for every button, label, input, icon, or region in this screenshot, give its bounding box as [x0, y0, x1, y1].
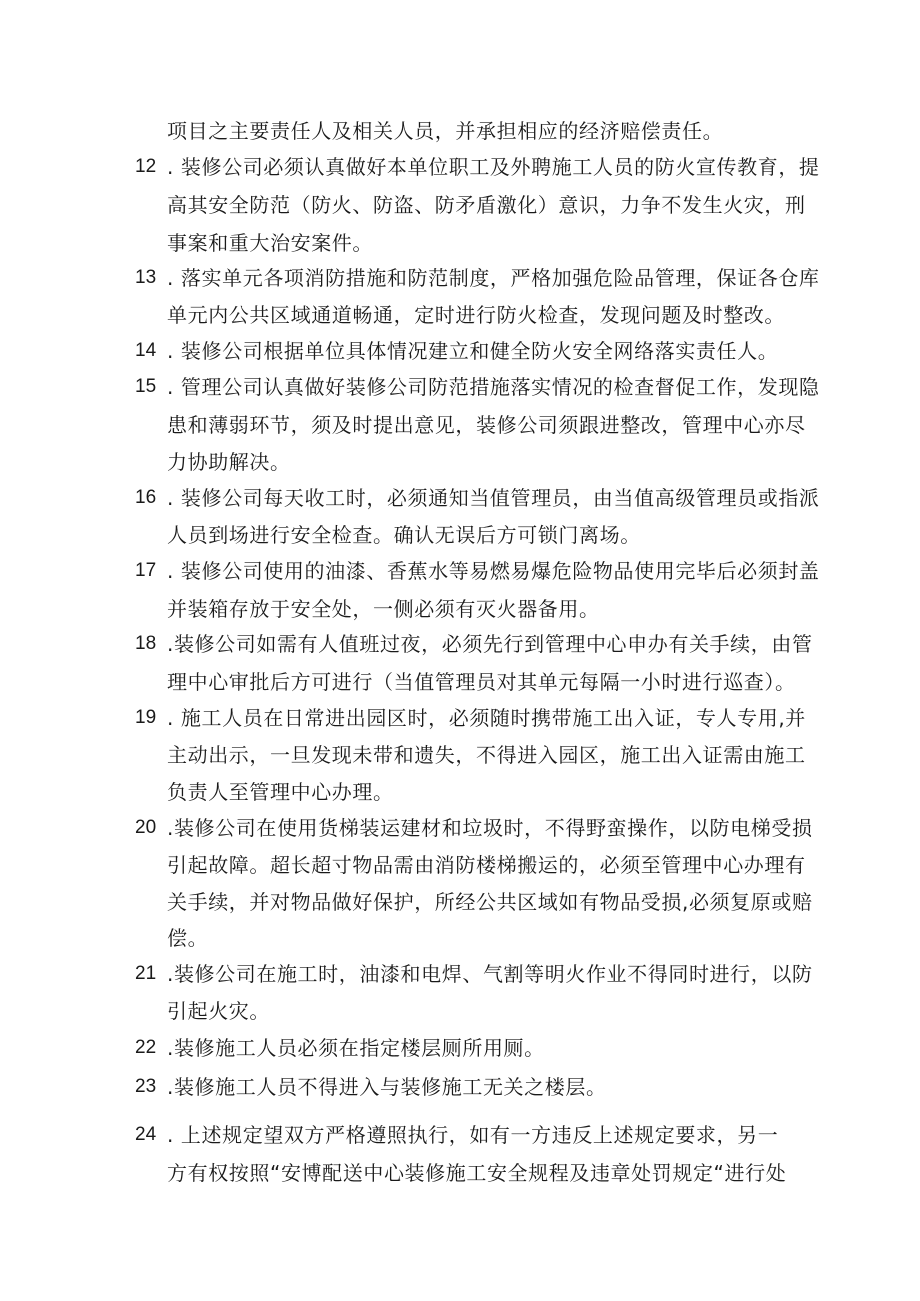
- item-12-line-3: 事案和重大治安案件。: [167, 231, 373, 255]
- item-13-number: 13: [135, 267, 157, 288]
- item-15-number: 15: [135, 376, 157, 397]
- item-22-number: 22: [135, 1037, 157, 1058]
- item-19-line-3: 负责人至管理中心办理。: [167, 780, 394, 804]
- item-20-line-2: 引起故障。超长超寸物品需由消防楼梯搬运的，必须至管理中心办理有: [167, 853, 806, 877]
- item-24-line-1: . 上述规定望双方严格遵照执行，如有一方违反上述规定要求，另一: [167, 1123, 779, 1147]
- item-12-line-2: 高其安全防范（防火、防盗、防矛盾激化）意识，力争不发生火灾，刑: [167, 193, 806, 217]
- item-18-line-1: .装修公司如需有人值班过夜，必须先行到管理中心申办有关手续，由管: [167, 632, 813, 656]
- item-14-line-1: . 装修公司根据单位具体情况建立和健全防火安全网络落实责任人。: [167, 339, 779, 363]
- item-16-line-1: . 装修公司每天收工时，必须通知当值管理员，由当值高级管理员或指派: [167, 486, 820, 510]
- item-22-line-1: .装修施工人员必须在指定楼层厕所用厕。: [167, 1036, 545, 1060]
- item-21-number: 21: [135, 963, 157, 984]
- item-20-number: 20: [135, 817, 157, 838]
- item-19-line-2: 主动出示，一旦发现未带和遗失，不得进入园区，施工出入证需由施工: [167, 743, 806, 767]
- item-15-line-1: . 管理公司认真做好装修公司防范措施落实情况的检查督促工作，发现隐: [167, 375, 820, 399]
- item-17-line-2: 并装箱存放于安全处，一侧必须有灭火器备用。: [167, 597, 600, 621]
- item-24-number: 24: [135, 1124, 157, 1145]
- item-14-number: 14: [135, 340, 157, 361]
- line-0-text: 项目之主要责任人及相关人员，并承担相应的经济赔偿责任。: [167, 119, 724, 143]
- item-20-line-4: 偿。: [167, 926, 209, 950]
- item-13-line-2: 单元内公共区域通道畅通，定时进行防火检查，发现问题及时整改。: [167, 303, 785, 327]
- item-20-line-3: 关手续，并对物品做好保护，所经公共区域如有物品受损,必须复原或赔: [167, 890, 813, 914]
- item-16-line-2: 人员到场进行安全检查。确认无误后方可锁门离场。: [167, 523, 641, 547]
- item-24-line-2: 方有权按照“安博配送中心装修施工安全规程及违章处罚规定“进行处: [167, 1161, 787, 1185]
- item-15-line-2: 患和薄弱环节，须及时提出意见，装修公司须跟进整改，管理中心亦尽: [167, 413, 806, 437]
- item-20-line-1: .装修公司在使用货梯装运建材和垃圾时，不得野蛮操作，以防电梯受损: [167, 816, 813, 840]
- item-23-line-1: .装修施工人员不得进入与装修施工无关之楼层。: [167, 1075, 607, 1099]
- item-21-line-2: 引起火灾。: [167, 999, 270, 1023]
- item-15-line-3: 力协助解决。: [167, 450, 291, 474]
- item-19-number: 19: [135, 707, 157, 728]
- item-17-line-1: . 装修公司使用的油漆、香蕉水等易燃易爆危险物品使用完毕后必须封盖: [167, 559, 820, 583]
- item-12-line-1: . 装修公司必须认真做好本单位职工及外聘施工人员的防火宣传教育，提: [167, 155, 820, 179]
- item-13-line-1: . 落实单元各项消防措施和防范制度，严格加强危险品管理，保证各仓库: [167, 266, 820, 290]
- item-21-line-1: .装修公司在施工时，油漆和电焊、气割等明火作业不得同时进行，以防: [167, 962, 813, 986]
- item-18-number: 18: [135, 633, 157, 654]
- item-23-number: 23: [135, 1076, 157, 1097]
- item-12-number: 12: [135, 156, 157, 177]
- item-18-line-2: 理中心审批后方可进行（当值管理员对其单元每隔一小时进行巡查）。: [167, 670, 796, 694]
- item-17-number: 17: [135, 560, 157, 581]
- item-16-number: 16: [135, 487, 157, 508]
- item-19-line-1: . 施工人员在日常进出园区时，必须随时携带施工出入证，专人专用,并: [167, 706, 806, 730]
